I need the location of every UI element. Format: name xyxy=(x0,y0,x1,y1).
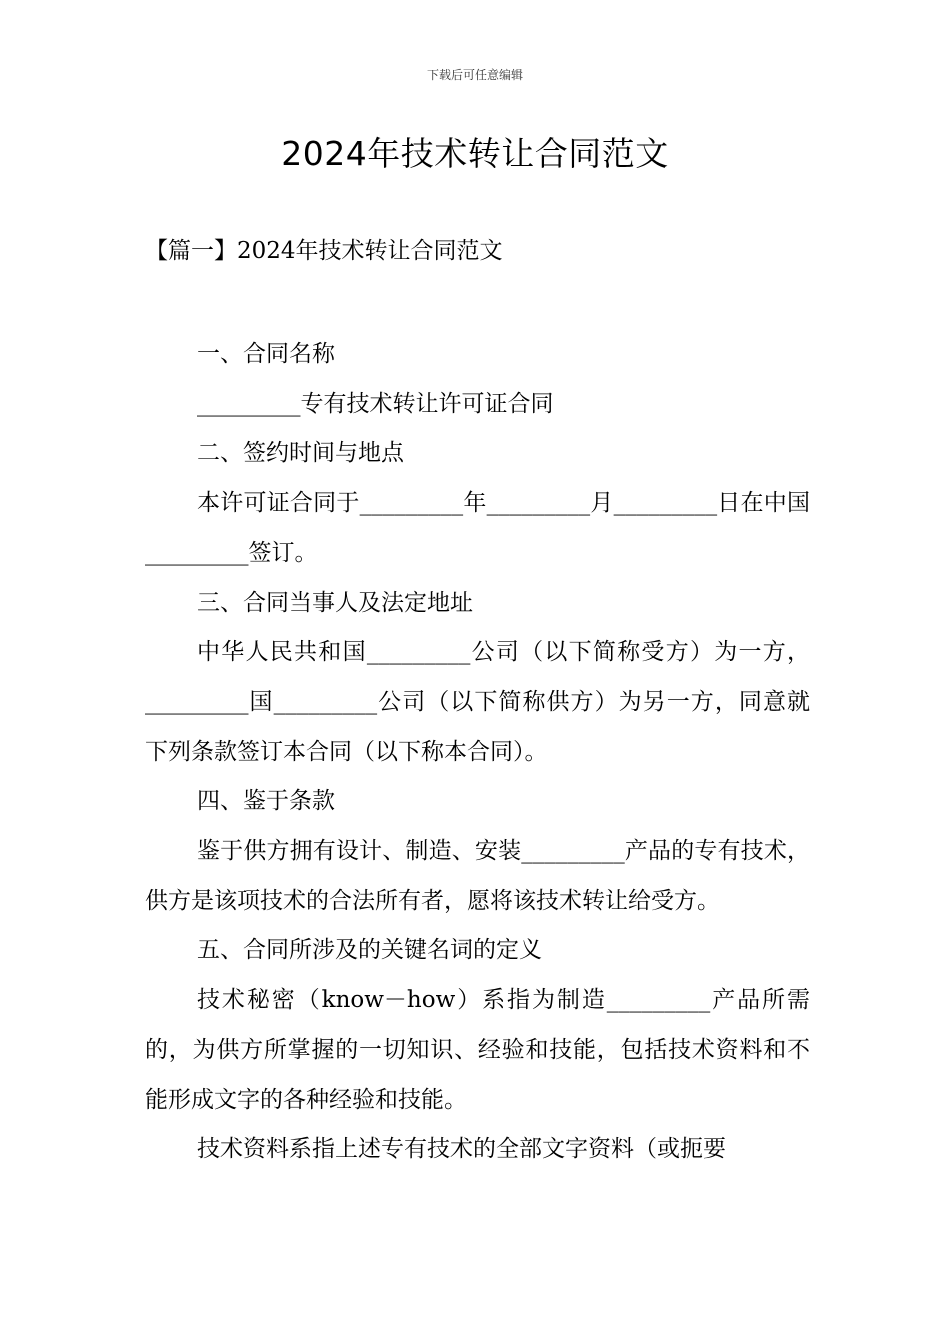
paragraph-signing-heading: 二、签约时间与地点 xyxy=(197,440,404,467)
paragraph-know-how-definition: 技术秘密（know－how）系指为制造_________产品所需的，为供方所掌握的一切知识、经验和技能，包括技术资料和不能形成文字的各种经验和技能。 xyxy=(145,987,810,1113)
document-title: 2024年技术转让合同范文 xyxy=(281,134,669,173)
paragraph-parties-heading: 三、合同当事人及法定地址 xyxy=(197,589,473,616)
paragraph-contract-name-heading: 一、合同名称 xyxy=(197,341,335,367)
paragraph-contract-name: _________专有技术转让许可证合同 xyxy=(197,390,554,417)
section-heading: 【篇一】2024年技术转让合同范文 xyxy=(145,238,503,264)
paragraph-signing-details: 本许可证合同于_________年_________月_________日在中国_________签订。 xyxy=(145,490,810,566)
document-body xyxy=(145,330,810,1175)
paragraph-whereas-heading: 四、鉴于条款 xyxy=(197,788,335,815)
page-header-note: 下载后可任意编辑 xyxy=(426,68,523,82)
paragraph-technical-data-definition: 技术资料系指上述专有技术的全部文字资料（或扼要 xyxy=(197,1136,726,1163)
paragraph-definitions-heading: 五、合同所涉及的关键名词的定义 xyxy=(197,937,542,964)
paragraph-whereas-details: 鉴于供方拥有设计、制造、安装_________产品的专有技术，供方是该项技术的合法所有者，愿将该技术转让给受方。 xyxy=(145,838,810,914)
paragraph-parties-details: 中华人民共和国_________公司（以下简称受方）为一方，_________国_________公司（以下简称供方）为另一方，同意就下列条款签订本合同（以下称本合同）。 xyxy=(145,639,810,765)
